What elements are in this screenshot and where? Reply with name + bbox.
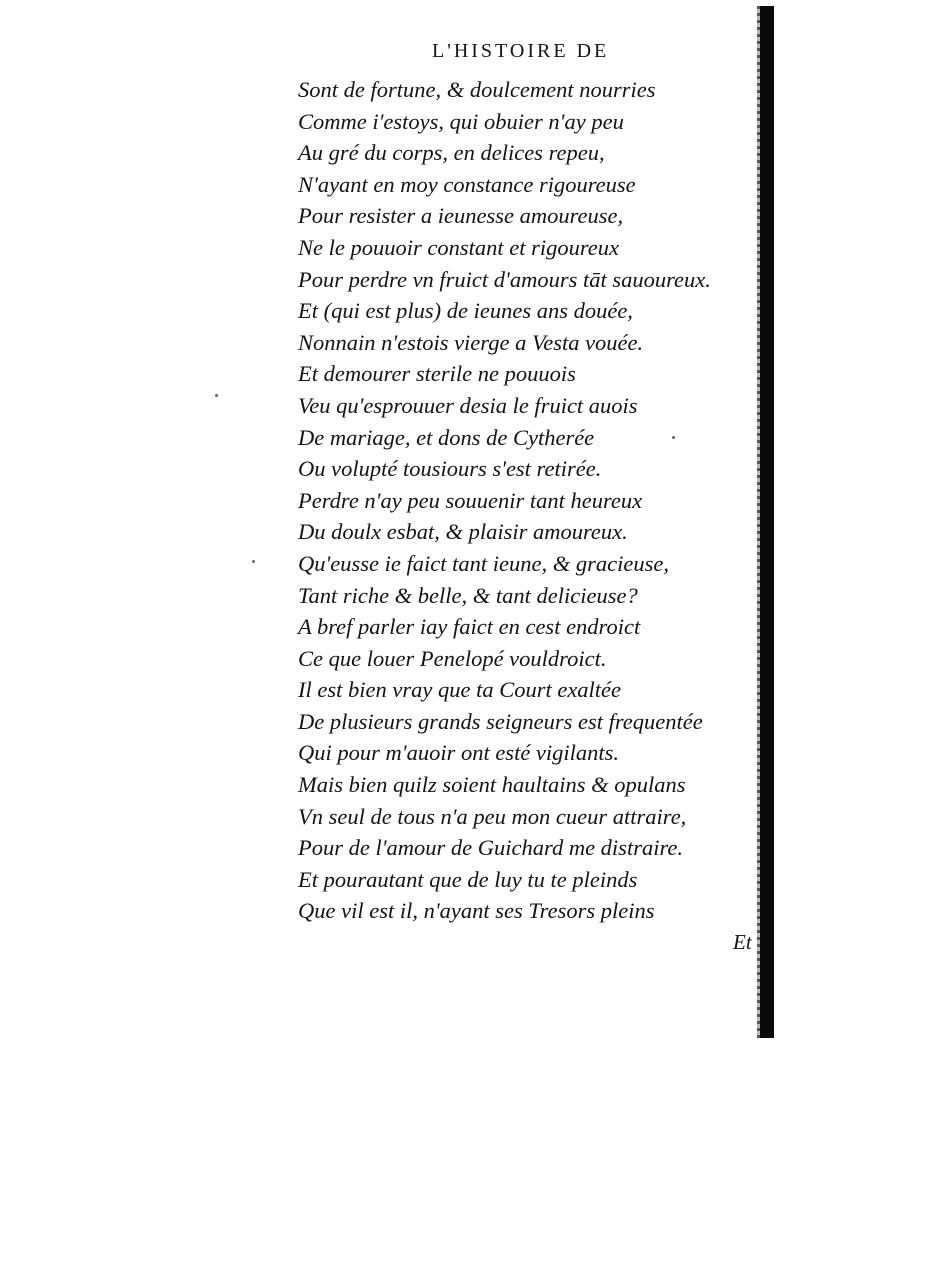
verse-line: Mais bien quilz soient haultains & opulans (298, 772, 686, 798)
verse-block (298, 74, 711, 927)
verse-line: N'ayant en moy constance rigoureuse (298, 171, 636, 197)
verse-line: Tant riche & belle, & tant delicieuse? (298, 582, 638, 608)
running-head: L'HISTOIRE DE (432, 40, 610, 62)
verse-line: Pour de l'amour de Guichard me distraire. (298, 835, 683, 861)
verse-line: De plusieurs grands seigneurs est frequentée (298, 708, 703, 734)
verse-line: A bref parler iay faict en cest endroict (298, 614, 641, 640)
verse-line: Au gré du corps, en delices repeu, (298, 140, 605, 166)
verse-line: Qui pour m'auoir ont esté vigilants. (298, 740, 620, 766)
verse-line: Pour resister a ieunesse amoureuse, (298, 203, 624, 229)
verse-line: Et demourer sterile ne pouuois (298, 361, 576, 387)
scanned-page-edge (760, 6, 774, 1038)
verse-line: Et pourautant que de luy tu te pleinds (298, 866, 638, 892)
verse-line: Comme i'estoys, qui obuier n'ay peu (298, 108, 624, 134)
catchword: Et (733, 930, 752, 954)
verse-line: Ou volupté tousiours s'est retirée. (298, 456, 602, 482)
verse-line: Sont de fortune, & doulcement nourries (298, 77, 656, 102)
verse-line: Du doulx esbat, & plaisir amoureux. (298, 519, 628, 545)
verse-line: Que vil est il, n'ayant ses Tresors pleins (298, 898, 655, 924)
verse-line: Pour perdre vn fruict d'amours tāt sauoureux. (298, 266, 711, 292)
verse-line: Perdre n'ay peu souuenir tant heureux (298, 487, 643, 513)
verse-line: Il est bien vray que ta Court exaltée (298, 677, 622, 703)
verse-line: Qu'eusse ie faict tant ieune, & gracieuse, (298, 550, 669, 576)
verse-line: Vn seul de tous n'a peu mon cueur attraire, (298, 803, 687, 829)
verse-line: Veu qu'esprouuer desia le fruict auois (298, 392, 638, 418)
ink-speck (215, 394, 218, 397)
verse-line: De mariage, et dons de Cytherée (298, 424, 595, 450)
verse-line: Ne le pouuoir constant et rigoureux (298, 234, 619, 260)
verse-line: Ce que louer Penelopé vouldroict. (298, 645, 607, 671)
ink-speck (672, 436, 675, 439)
ink-speck (252, 560, 255, 563)
verse-line: Et (qui est plus) de ieunes ans douée, (298, 298, 633, 324)
verse-line: Nonnain n'estois vierge a Vesta vouée. (298, 329, 644, 355)
